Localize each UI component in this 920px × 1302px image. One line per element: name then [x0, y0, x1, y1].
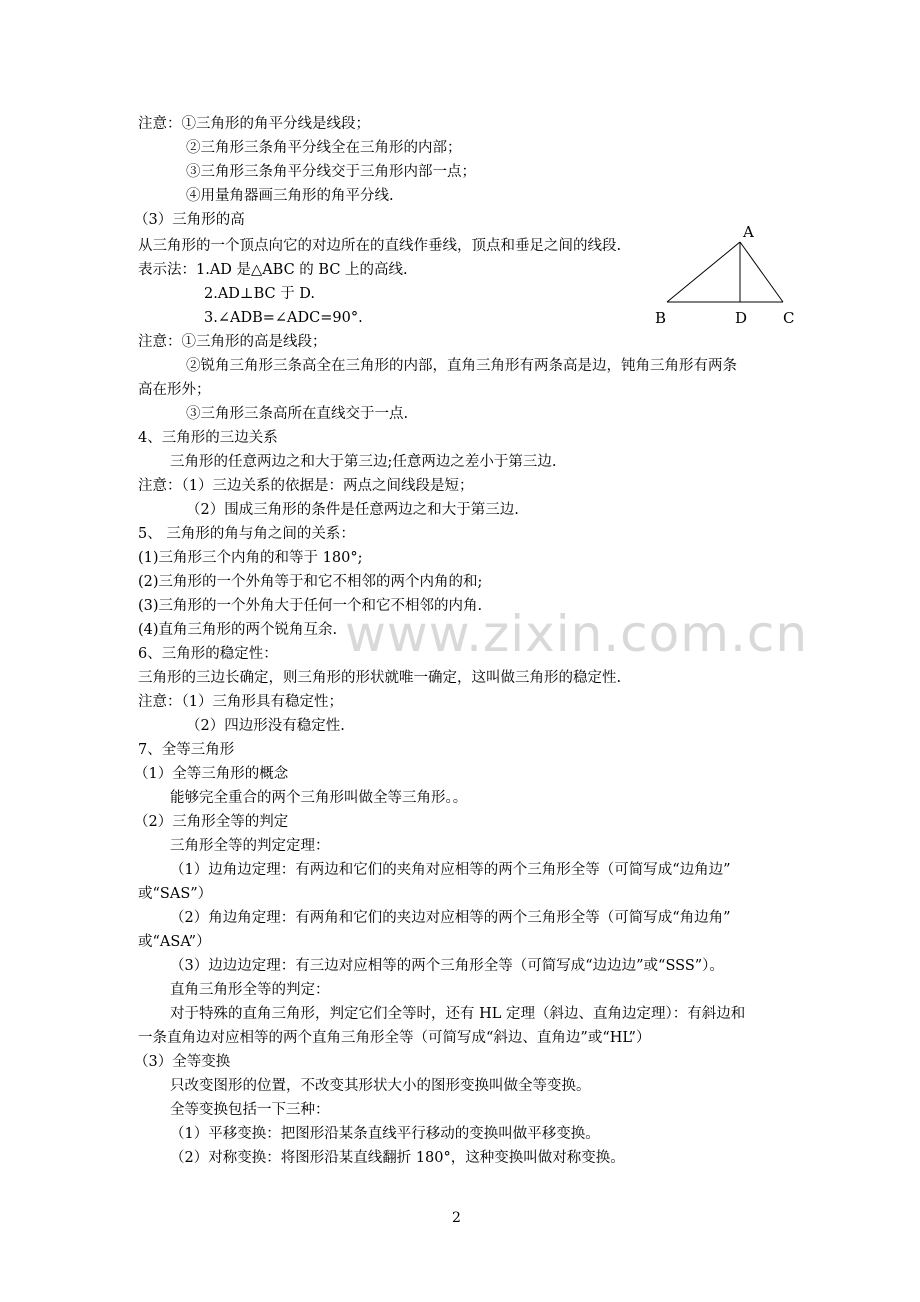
text-line: 从三角形的一个顶点向它的对边所在的直线作垂线，顶点和垂足之间的线段.: [138, 238, 622, 254]
text-line: 注意：①三角形的高是线段；: [138, 334, 327, 350]
text-line: 或“SAS”）: [138, 886, 213, 902]
text-line: 三角形的三边长确定，则三角形的形状就唯一确定，这叫做三角形的稳定性.: [138, 670, 622, 686]
text-line: 能够完全重合的两个三角形叫做全等三角形。。: [170, 790, 468, 806]
watermark: www.zixin.com.cn: [345, 605, 809, 663]
text-line: (2)三角形的一个外角等于和它不相邻的两个内角的和;: [138, 574, 483, 590]
triangle-svg: [650, 218, 800, 330]
text-line: 注意：（1）三边关系的依据是：两点之间线段是短；: [138, 478, 474, 494]
text-line: 直角三角形全等的判定：: [170, 982, 330, 998]
text-line: 3.∠ADB=∠ADC=90°.: [204, 310, 363, 326]
text-line: 对于特殊的直角三角形，判定它们全等时，还有 HL 定理（斜边、直角边定理）：有斜边和: [170, 1006, 746, 1022]
triangle-altitude-diagram: [650, 218, 800, 330]
section-heading: （2）三角形全等的判定: [134, 814, 289, 830]
text-line: 高在形外；: [138, 382, 211, 398]
text-line: 三角形的任意两边之和大于第三边;任意两边之差小于第三边.: [170, 454, 557, 470]
section-heading: （1）全等三角形的概念: [134, 766, 289, 782]
text-line: （3）边边边定理：有三边对应相等的两个三角形全等（可简写成“边边边”或“SSS”）。: [170, 958, 724, 974]
vertex-label-b: B: [655, 309, 667, 327]
text-line: 三角形全等的判定定理：: [170, 838, 330, 854]
vertex-label-a: A: [743, 223, 754, 241]
section-heading: 6、三角形的稳定性：: [138, 646, 278, 662]
text-line: ②三角形三条角平分线全在三角形的内部；: [186, 140, 462, 156]
text-line: 2.AD⊥BC 于 D.: [204, 286, 316, 302]
text-line: 全等变换包括一下三种：: [170, 1102, 330, 1118]
side-ac: [740, 242, 783, 302]
text-line: （2）角边角定理：有两角和它们的夹边对应相等的两个三角形全等（可简写成“角边角”: [170, 910, 731, 926]
page-number: 2: [452, 1210, 461, 1226]
section-heading: （3）全等变换: [134, 1054, 231, 1070]
text-line: （1）边角边定理：有两边和它们的夹角对应相等的两个三角形全等（可简写成“边角边”: [170, 862, 731, 878]
text-line: 只改变图形的位置，不改变其形状大小的图形变换叫做全等变换。: [170, 1078, 591, 1094]
text-line: ②锐角三角形三条高全在三角形的内部，直角三角形有两条高是边，钝角三角形有两条: [186, 358, 737, 374]
foot-label-d: D: [735, 309, 748, 327]
section-heading: 7、全等三角形: [138, 742, 235, 758]
text-line: 一条直角边对应相等的两个直角三角形全等（可简写成“斜边、直角边”或“HL”）: [138, 1030, 651, 1046]
text-line: ④用量角器画三角形的角平分线.: [186, 188, 394, 204]
text-line: ③三角形三条角平分线交于三角形内部一点；: [186, 164, 476, 180]
section-heading: 5、 三角形的角与角之间的关系：: [138, 526, 355, 542]
side-ab: [667, 242, 740, 302]
text-line: （1）平移变换：把图形沿某条直线平行移动的变换叫做平移变换。: [170, 1126, 600, 1142]
text-line: (1)三角形三个内角的和等于 180°;: [138, 550, 363, 566]
text-line: 注意：（1）三角形具有稳定性；: [138, 694, 343, 710]
text-line: （2）四边形没有稳定性.: [186, 718, 345, 734]
text-line: （2）对称变换：将图形沿某直线翻折 180°，这种变换叫做对称变换。: [170, 1150, 625, 1166]
vertex-label-c: C: [783, 309, 795, 327]
section-heading: 4、三角形的三边关系: [138, 430, 278, 446]
text-line: ③三角形三条高所在直线交于一点.: [186, 406, 409, 422]
section-heading: （3）三角形的高: [134, 212, 245, 228]
text-line: 注意：①三角形的角平分线是线段；: [138, 116, 370, 132]
text-line: (4)直角三角形的两个锐角互余.: [138, 622, 338, 638]
text-line: 表示法：1.AD 是△ABC 的 BC 上的高线.: [138, 262, 408, 278]
text-line: (3)三角形的一个外角大于任何一个和它不相邻的内角.: [138, 598, 483, 614]
text-line: （2）围成三角形的条件是任意两边之和大于第三边.: [186, 502, 519, 518]
text-line: 或“ASA”）: [138, 934, 211, 950]
